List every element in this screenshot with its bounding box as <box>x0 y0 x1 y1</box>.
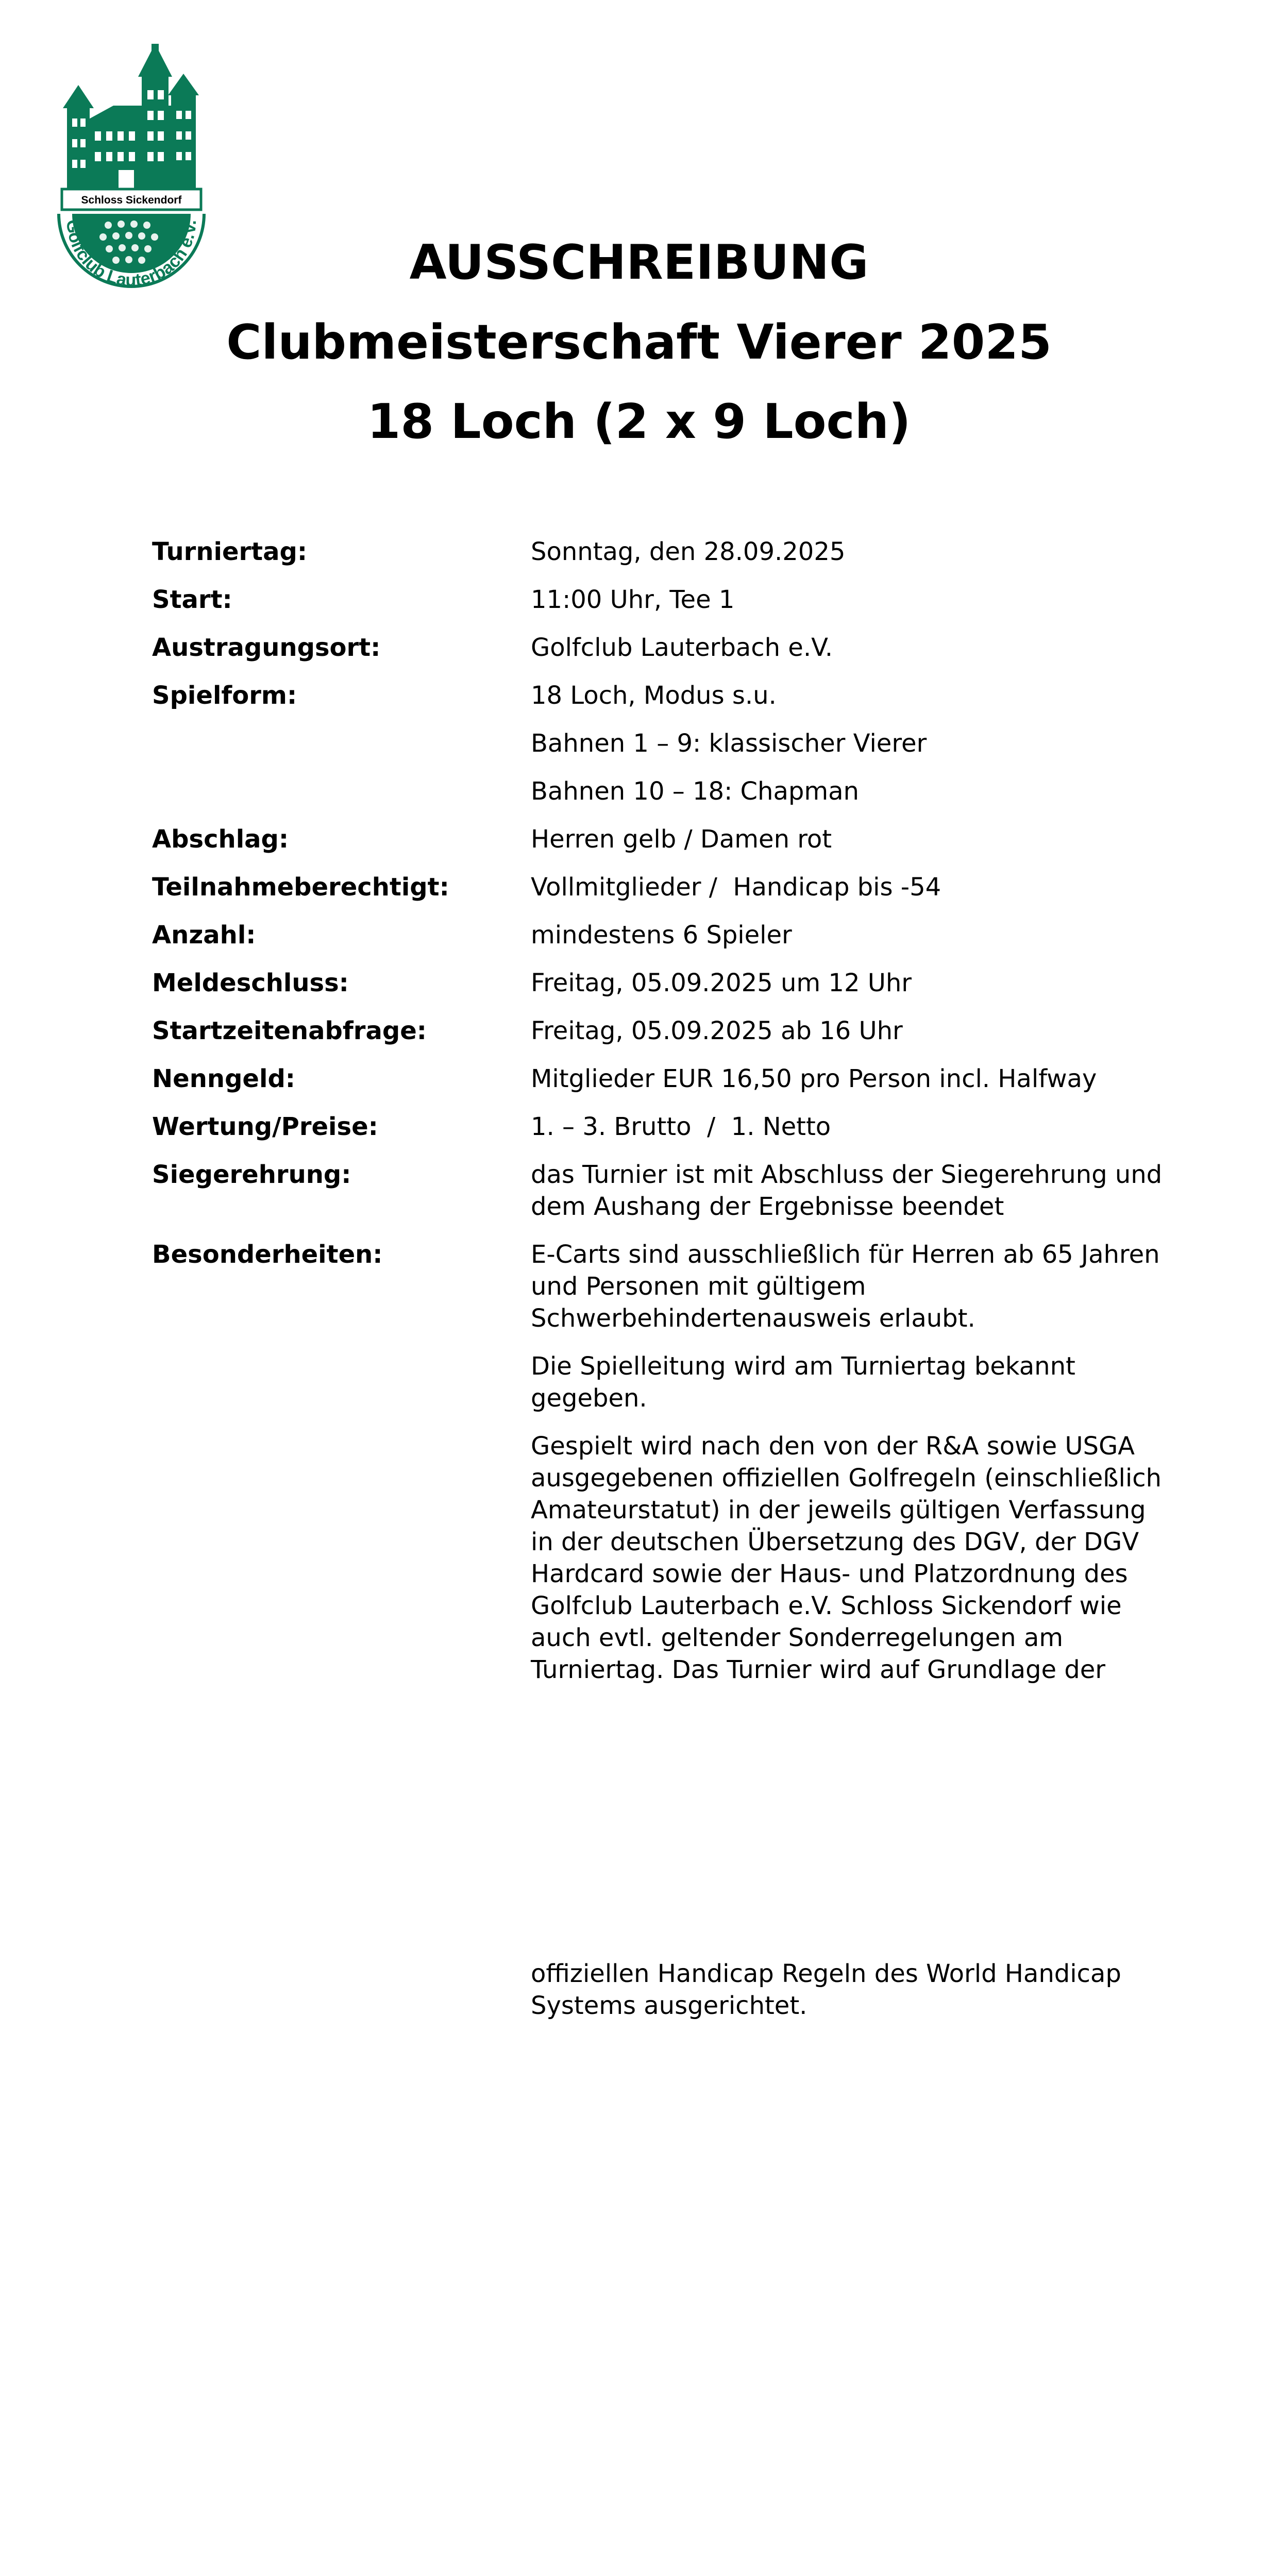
label-start: Start: <box>152 585 232 614</box>
label-teilnahme: Teilnahmeberechtigt: <box>152 873 449 902</box>
title-line-2: Clubmeisterschaft Vierer 2025 <box>226 314 1052 370</box>
tournament-details <box>152 536 1183 1686</box>
value-anzahl: mindestens 6 Spieler <box>531 921 792 950</box>
label-nenngeld: Nenngeld: <box>152 1064 295 1093</box>
label-turniertag: Turniertag: <box>152 537 308 566</box>
row-meldeschluss <box>152 967 1183 999</box>
value-besonderheiten <box>531 1239 1165 1686</box>
besonderheiten-para-3: Gespielt wird nach den von der R&A sowie USGA ausgegebenen offiziellen Golfregeln (einschließlich Amateurstatut) in der jeweils gültigen Verfassung in der deutschen Übersetzung des DGV, der DGV Hardcard sowie der Haus- und Platzordnung des Golfclub Lauterbach e.V. Schloss Sickendorf wie auch evtl. geltender Sonderregelungen am Turniertag. Das Turnier wird auf Grundlage der <box>531 1432 1162 1684</box>
value-teilnahme: Vollmitglieder / Handicap bis -54 <box>531 873 941 902</box>
title-line-1: AUSSCHREIBUNG <box>409 234 869 290</box>
value-austragungsort: Golfclub Lauterbach e.V. <box>531 633 833 662</box>
logo-top-text: Schloss Sickendorf <box>81 194 182 206</box>
row-siegerehrung <box>152 1159 1183 1223</box>
spielform-line-1: 18 Loch, Modus s.u. <box>531 681 777 710</box>
logo-ring-text: Golfclub Lauterbach e.V. <box>62 218 200 291</box>
value-start: 11:00 Uhr, Tee 1 <box>531 585 735 614</box>
value-startzeiten: Freitag, 05.09.2025 ab 16 Uhr <box>531 1016 903 1045</box>
spielform-line-2: Bahnen 1 – 9: klassischer Vierer <box>531 729 927 758</box>
row-turniertag <box>152 536 1183 568</box>
value-nenngeld: Mitglieder EUR 16,50 pro Person incl. Halfway <box>531 1064 1097 1093</box>
value-meldeschluss: Freitag, 05.09.2025 um 12 Uhr <box>531 969 912 997</box>
besonderheiten-para-2: Die Spielleitung wird am Turniertag bekannt gegeben. <box>531 1352 1075 1413</box>
row-besonderheiten <box>152 1239 1183 1686</box>
value-siegerehrung: das Turnier ist mit Abschluss der Siegerehrung und dem Aushang der Ergebnisse beendet <box>531 1160 1163 1221</box>
label-startzeiten: Startzeitenabfrage: <box>152 1016 427 1045</box>
label-wertung: Wertung/Preise: <box>152 1112 378 1141</box>
label-besonderheiten: Besonderheiten: <box>152 1240 383 1269</box>
value-wertung: 1. – 3. Brutto / 1. Netto <box>531 1112 831 1141</box>
title-line-3: 18 Loch (2 x 9 Loch) <box>367 394 911 449</box>
label-spielform: Spielform: <box>152 681 297 710</box>
spielform-line-3: Bahnen 10 – 18: Chapman <box>531 777 859 806</box>
besonderheiten-para-1: E-Carts sind ausschließlich für Herren ab 65 Jahren und Personen mit gültigem Schwerbehindertenausweis erlaubt. <box>531 1240 1160 1333</box>
label-siegerehrung: Siegerehrung: <box>152 1160 351 1189</box>
row-spielform <box>152 680 1183 807</box>
value-spielform <box>531 680 1165 807</box>
row-nenngeld <box>152 1063 1183 1095</box>
row-anzahl <box>152 919 1183 951</box>
row-wertung <box>152 1111 1183 1143</box>
row-startzeiten <box>152 1015 1183 1047</box>
label-meldeschluss: Meldeschluss: <box>152 969 349 997</box>
value-abschlag: Herren gelb / Damen rot <box>531 825 832 854</box>
row-abschlag <box>152 823 1183 855</box>
value-turniertag: Sonntag, den 28.09.2025 <box>531 537 846 566</box>
besonderheiten-continuation <box>531 1958 1165 2022</box>
label-austragungsort: Austragungsort: <box>152 633 381 662</box>
row-austragungsort <box>152 632 1183 664</box>
label-abschlag: Abschlag: <box>152 825 289 854</box>
besonderheiten-para-4: offiziellen Handicap Regeln des World Handicap Systems ausgerichtet. <box>531 1959 1121 2020</box>
row-teilnahme <box>152 871 1183 903</box>
label-anzahl: Anzahl: <box>152 921 256 950</box>
row-start <box>152 584 1183 616</box>
